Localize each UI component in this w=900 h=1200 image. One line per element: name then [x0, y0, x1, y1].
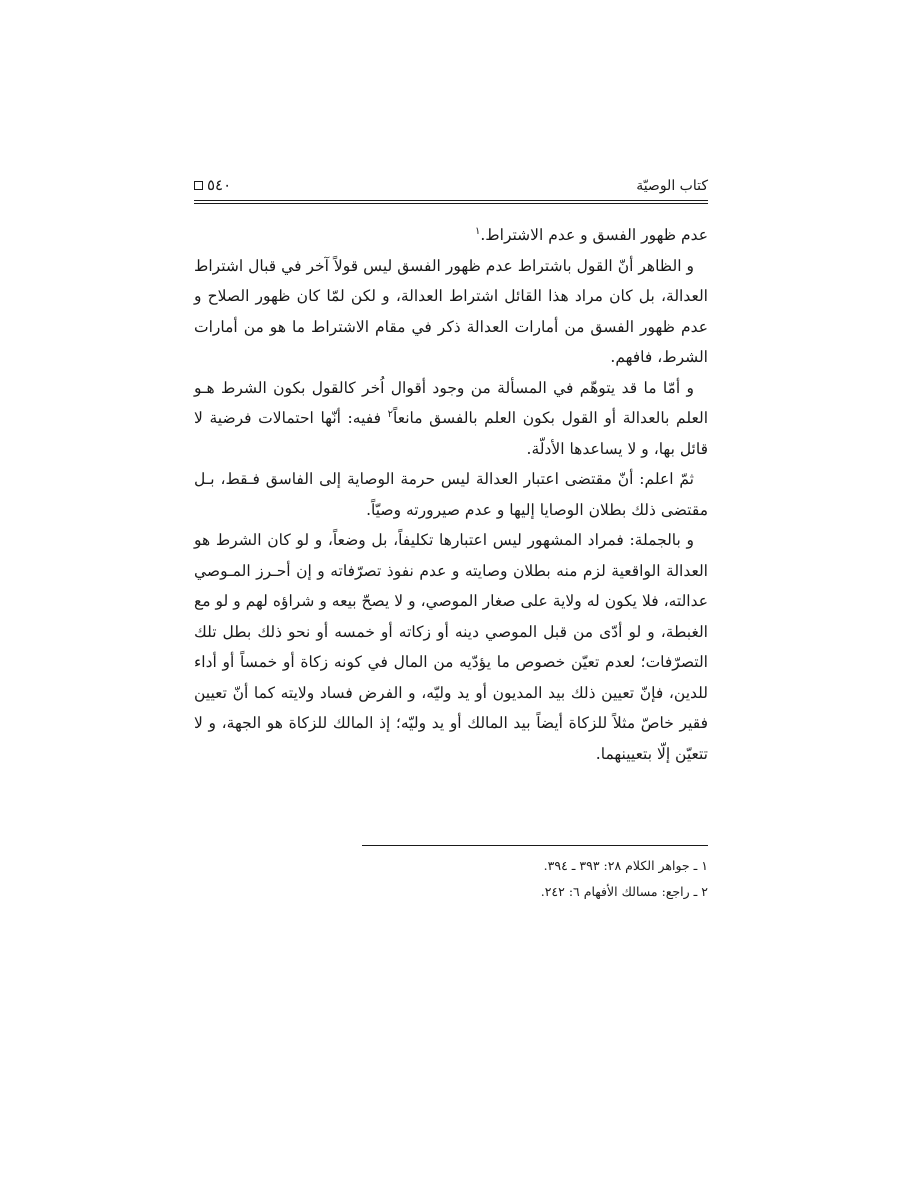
- main-text: [194, 220, 708, 769]
- paragraph-5: و بالجملة: فمراد المشهور ليس اعتبارها تكليفاً، بل وضعاً، و لو كان الشرط هو العدالة الواقعية لزم منه بطلان وصايته و عدم نفوذ تصرّفاته و إن أحـرز المـوصي عدالته، فلا يكون له ولاية على صغار الموصي، و لا يصحّ بيعه و شراؤه لهم و لو مع الغبطة، و لو أدّى من قبل الموصي دينه أو زكاته أو خمسه أو نحو ذلك بطل تلك التصرّفات؛ لعدم تعيّن خصوص ما يؤدّيه من المال في كونه زكاة أو خمساً أو أداء للدين، فإنّ تعيين ذلك بيد المديون أو يد وليّه، و الفرض فساد ولايته كما أنّ تعيين فقير خاصّ مثلاً للزكاة أيضاً بيد المالك أو يد وليّه؛ إذ المالك للزكاة هو الجهة، و لا تتعيّن إلّا بتعيينهما.: [194, 531, 708, 763]
- paragraph-1: عدم ظهور الفسق و عدم الاشتراط.$^١$: [475, 225, 708, 244]
- running-header: [194, 170, 708, 200]
- book-title: كتاب الوصيّة: [636, 178, 708, 194]
- square-icon: [194, 181, 203, 190]
- header-rule-bottom: [194, 203, 708, 204]
- page-number-group: [194, 176, 231, 194]
- footnote-ref-2[interactable]: ٢: [387, 408, 394, 420]
- footnote-1: ١ ـ جواهر الكلام ٢٨: ٣٩٣ ـ ٣٩٤.: [543, 858, 708, 873]
- page-number: ٥٤٠: [207, 176, 232, 194]
- paragraph-4: ثمّ اعلم: أنّ مقتضى اعتبار العدالة ليس حرمة الوصاية إلى الفاسق فـقط، بـل مقتضى ذلك بطلان الوصايا إليها و عدم صيرورته وصيّاً.: [194, 470, 708, 519]
- footnote-divider: [362, 845, 708, 846]
- paragraph-2: و الظاهر أنّ القول باشتراط عدم ظهور الفسق ليس قولاً آخر في قبال اشتراط العدالة، بل كان مراد هذا القائل اشتراط العدالة، و لكن لمّا كان ظهور الصلاح و عدم ظهور الفسق من أمارات العدالة ذكر في مقام الاشتراط ما هو من أمارات الشرط، فافهم.: [194, 256, 708, 366]
- footnote-2: ٢ ـ راجع: مسالك الأفهام ٦: ٢٤٢.: [540, 884, 708, 899]
- footnote-ref-1[interactable]: ١: [475, 225, 481, 237]
- header-rule-top: [194, 200, 708, 201]
- footnotes: [194, 853, 708, 905]
- paragraph-3: و أمّا ما قد يتوهّم في المسألة من وجود أقوال اُخر كالقول بكون الشرط هـو العلم بالعدالة أو القول بكون العلم بالفسق مانعاً$^٢$ ففيه: أنّها احتمالات فرضية لا قائل بها، و لا يساعدها الأدلّة.: [194, 378, 708, 458]
